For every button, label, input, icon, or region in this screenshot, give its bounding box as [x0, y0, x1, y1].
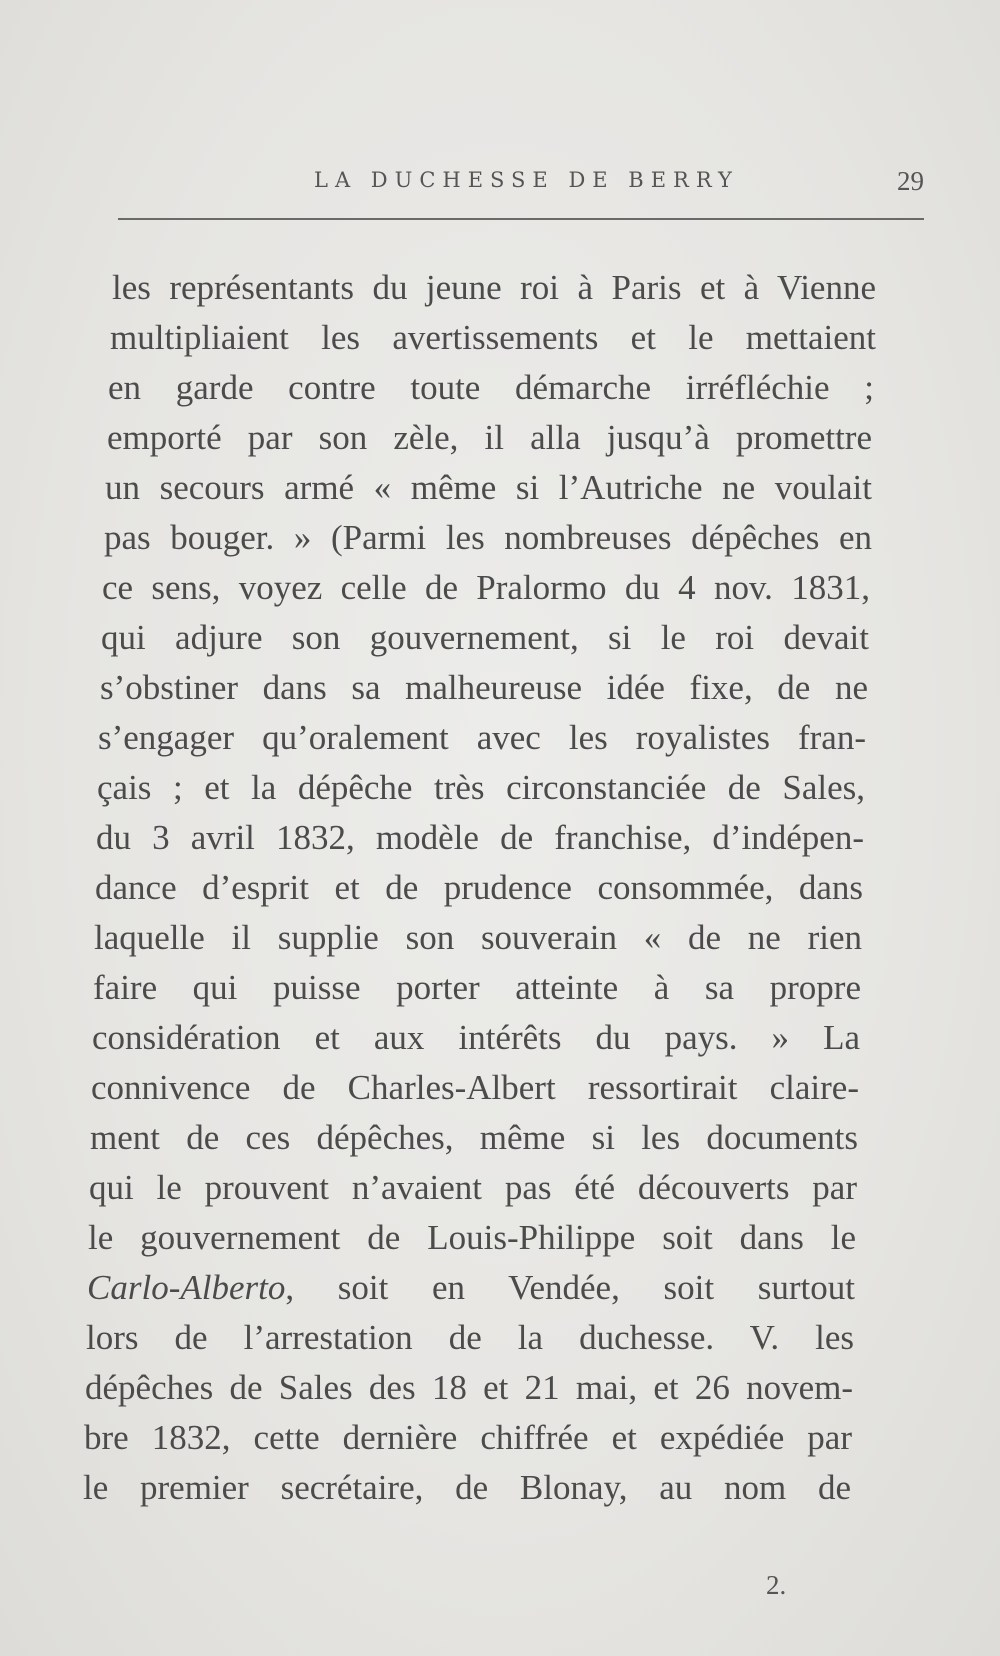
text-line: connivence de Charles-Albert ressortirait claire-: [91, 1068, 859, 1107]
text-line: s’engager qu’oralement avec les royalistes fran-: [98, 718, 866, 757]
text-line: en garde contre toute démarche irréfléchie ;: [108, 368, 874, 407]
text-line: dance d’esprit et de prudence consommée, dans: [95, 868, 863, 907]
text-line: emporté par son zèle, il alla jusqu’à promettre: [107, 418, 872, 457]
running-head: [118, 166, 924, 206]
text-line: laquelle il supplie son souverain « de ne rien: [94, 918, 862, 957]
text-line: lors de l’arrestation de la duchesse. V. les: [86, 1318, 854, 1357]
page-number: 29: [897, 166, 924, 196]
text-line: un secours armé « même si l’Autriche ne voulait: [105, 468, 872, 507]
text-line: le gouvernement de Louis-Philippe soit dans le: [88, 1218, 856, 1257]
text-line: du 3 avril 1832, modèle de franchise, d’indépen-: [96, 818, 864, 857]
signature-mark: 2.: [766, 1570, 787, 1600]
header-rule: [118, 218, 924, 220]
text-line: les représentants du jeune roi à Paris et à Vienne: [112, 268, 876, 307]
text-line: considération et aux intérêts du pays. » La: [92, 1018, 860, 1057]
text-line: dépêches de Sales des 18 et 21 mai, et 26 novem-: [85, 1368, 853, 1407]
running-title: LA DUCHESSE DE BERRY: [314, 168, 739, 192]
text-line: s’obstiner dans sa malheureuse idée fixe, de ne: [100, 668, 868, 707]
italic-line-rest: , soit en Vendée, soit surtout: [285, 1268, 855, 1307]
text-line: pas bouger. » (Parmi les nombreuses dépêches en: [104, 518, 872, 557]
text-line: ment de ces dépêches, même si les documents: [90, 1118, 858, 1157]
text-line: çais ; et la dépêche très circonstanciée de Sales,: [97, 768, 865, 807]
text-line: multipliaient les avertissements et le mettaient: [110, 318, 876, 357]
text-line: faire qui puisse porter atteinte à sa propre: [93, 968, 861, 1007]
text-line: ce sens, voyez celle de Pralormo du 4 nov. 1831,: [102, 568, 870, 607]
italic-title: Carlo-Alberto: [87, 1268, 286, 1307]
text-line: qui le prouvent n’avaient pas été découverts par: [89, 1168, 857, 1207]
text-line-italic: [87, 1262, 855, 1313]
text-line: qui adjure son gouvernement, si le roi devait: [101, 618, 869, 657]
text-line: bre 1832, cette dernière chiffrée et expédiée par: [84, 1418, 852, 1457]
text-line: le premier secrétaire, de Blonay, au nom de: [83, 1468, 851, 1507]
